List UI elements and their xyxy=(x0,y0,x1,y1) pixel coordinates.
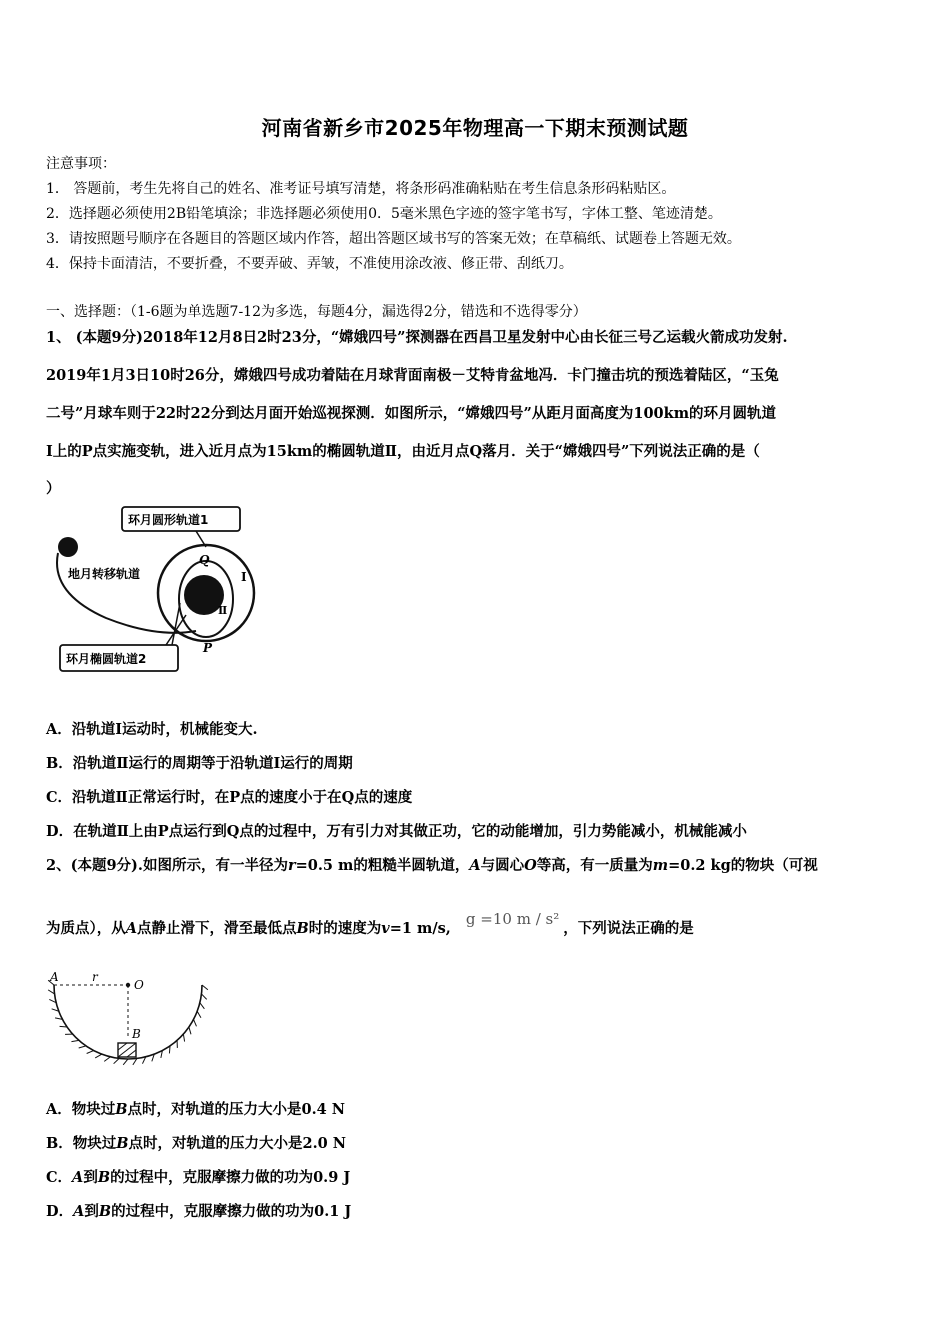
notice-item-2: 2．选择题必须使用2B铅笔填涂；非选择题必须使用0．5毫米黑色字迹的签字笔书写，字体工整、笔迹清楚。 xyxy=(46,206,722,222)
notice-heading: 注意事项： xyxy=(46,156,116,172)
q2-stem-line-1: 2、(本题9分).如图所示，有一半径为r=0.5 m的粗糙半圆轨道，A与圆心O等高，有一质量为m=0.2 kg的物块（可视 xyxy=(46,857,818,874)
track-hatch-mark xyxy=(123,1059,128,1065)
track-hatch-mark xyxy=(104,1057,110,1062)
track-hatch-mark xyxy=(200,1003,205,1009)
q1-stem-line: 二号”月球车则于22时22分到达月面开始巡视探测．如图所示，“嫦娥四号”从距月面高度为100km的环月圆轨道 xyxy=(46,405,777,422)
q2-stem-line-2: 为质点），从A点静止滑下，滑至最低点B时的速度为v=1 m/s, g =10 m / s²，下列说法正确的是 xyxy=(46,910,694,937)
q1-stem-line: ） xyxy=(46,480,61,497)
track-hatch-mark xyxy=(71,1040,78,1041)
page-title: 河南省新乡市2025年物理高一下期末预测试题 xyxy=(261,116,689,140)
point-q-label: Q xyxy=(199,553,210,567)
q2-option-c: C．A到B的过程中，克服摩擦力做的功为0.9 J xyxy=(46,1169,351,1186)
notice-item-3: 3．请按照题号顺序在各题目的答题区域内作答，超出答题区域书写的答案无效；在草稿纸、试题卷上答题无效。 xyxy=(46,231,741,247)
track-hatch-mark xyxy=(114,1058,119,1063)
q1-option-a: A．沿轨道I运动时，机械能变大. xyxy=(46,721,258,738)
track-hatch-mark xyxy=(79,1046,86,1048)
point-b-label: B xyxy=(132,1027,141,1041)
track-hatch-mark xyxy=(183,1034,184,1041)
circular-orbit-label: 环月圆形轨道1 xyxy=(128,513,209,527)
q1-stem-line: 2019年1月3日10时26分，嫦娥四号成功着陆在月球背面南极－艾特肯盆地冯．卡门撞击坑的预选着陆区，“玉兔 xyxy=(46,367,779,384)
orbit-2-label: Ⅱ xyxy=(218,604,228,617)
track-hatch-mark xyxy=(95,1054,102,1058)
track-hatch-mark xyxy=(194,1019,197,1026)
orbit-figure xyxy=(46,503,266,683)
q1-stem-line: 1、 (本题9分)2018年12月8日2时23分，“嫦娥四号”探测器在西昌卫星发射中心由长征三号乙运载火箭成功发射. xyxy=(46,329,788,346)
q2-option-a: A．物块过B点时，对轨道的压力大小是0.4 N xyxy=(46,1101,346,1118)
point-o-label: O xyxy=(134,978,144,992)
q1-option-c: C．沿轨道Ⅱ正常运行时，在P点的速度小于在Q点的速度 xyxy=(46,789,413,806)
q2-option-b: B．物块过B点时，对轨道的压力大小是2.0 N xyxy=(46,1135,347,1152)
notice-item-4: 4．保持卡面清洁，不要折叠，不要弄破、弄皱，不准使用涂改液、修正带、刮纸刀。 xyxy=(46,256,573,272)
q1-option-d: D．在轨道Ⅱ上由P点运行到Q点的过程中，万有引力对其做正功，它的动能增加，引力势能减小，机械能减小 xyxy=(46,823,747,840)
track-hatch-mark xyxy=(201,994,206,999)
transfer-trajectory xyxy=(57,553,196,633)
track-hatch-mark xyxy=(189,1027,191,1034)
radius-label: r xyxy=(92,970,98,984)
earth-icon xyxy=(58,537,78,557)
orbit-1-label: I xyxy=(241,570,247,584)
notice-item-1: 1． 答题前，考生先将自己的姓名、准考证号填写清楚，将条形码准确粘贴在考生信息条形码粘贴区。 xyxy=(46,181,676,197)
ellipse-orbit-label: 环月椭圆轨道2 xyxy=(66,652,147,666)
point-a-label: A xyxy=(50,970,59,984)
section-heading: 一、选择题：（1-6题为单选题7-12为多选，每题4分，漏选得2分，错选和不选得零分） xyxy=(46,304,587,320)
transfer-orbit-label: 地月转移轨道 xyxy=(68,567,141,581)
track-figure xyxy=(44,968,214,1068)
track-hatch-mark xyxy=(169,1046,170,1054)
q2-option-d: D．A到B的过程中，克服摩擦力做的功为0.1 J xyxy=(46,1203,352,1220)
point-p-label: P xyxy=(203,641,213,655)
track-hatch-mark xyxy=(60,1026,68,1027)
q1-option-b: B．沿轨道Ⅱ运行的周期等于沿轨道I运行的周期 xyxy=(46,755,353,772)
q1-stem-line: I上的P点实施变轨，进入近月点为15km的椭圆轨道Ⅱ，由近月点Q落月．关于“嫦娥四号”下列说法正确的是（ xyxy=(46,443,760,460)
track-hatch-mark xyxy=(202,985,208,990)
track-hatch-mark xyxy=(87,1051,94,1054)
track-hatch-mark xyxy=(197,1011,201,1018)
gravity-formula: g =10 m / s² xyxy=(465,910,560,928)
